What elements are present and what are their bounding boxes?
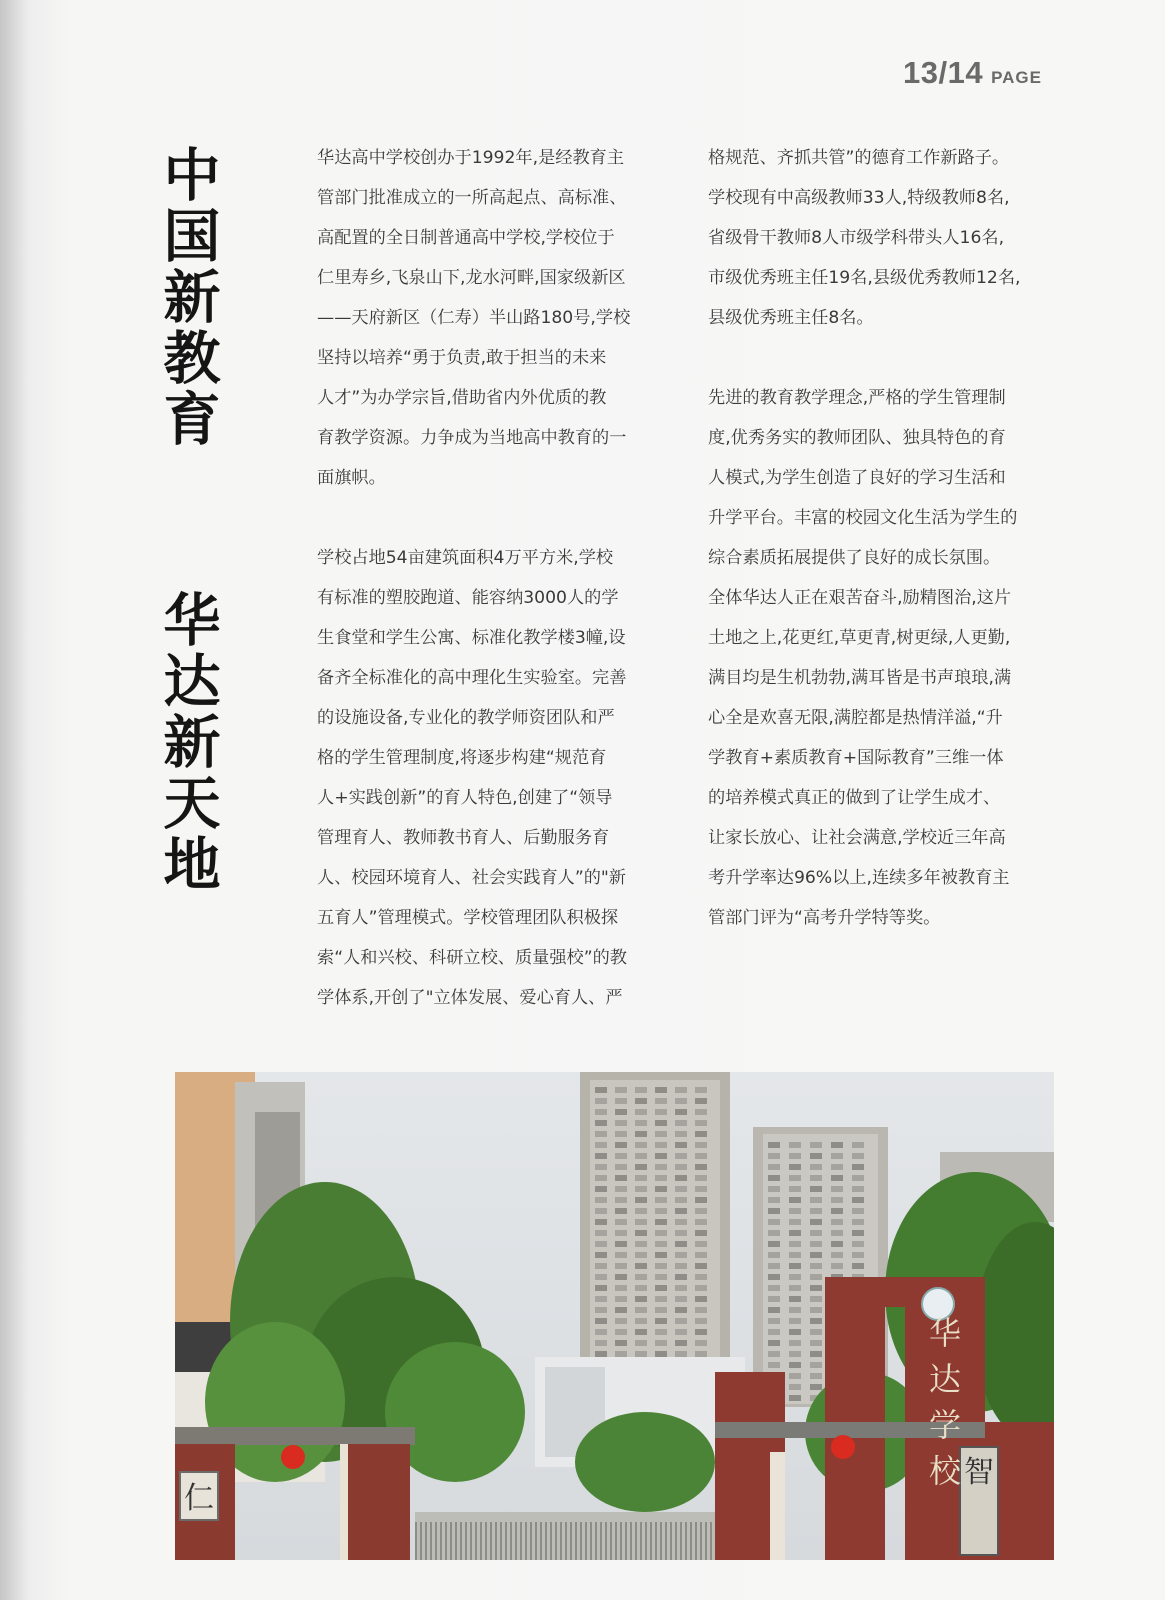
text-line: 土地之上,花更红,草更青,树更绿,人更勤, [708,628,1011,648]
text-line: 人+实践创新”的育人特色,创建了“领导 [317,788,613,808]
paragraph-teachers [708,138,1060,338]
text-line: 满目均是生机勃勃,满耳皆是书声琅琅,满 [708,668,1012,688]
lantern-right [831,1435,855,1459]
text-line: 高配置的全日制普通高中学校,学校位于 [317,228,615,248]
text-line: 五育人”管理模式。学校管理团队积极探 [317,908,619,928]
text-line: 市级优秀班主任19名,县级优秀教师12名, [708,268,1021,288]
gate-char-2: 达 [928,1360,962,1398]
text-line: 备齐全标准化的高中理化生实验室。完善 [317,668,627,688]
gate-char-1: 华 [928,1314,962,1352]
text-line: 面旗帜。 [317,468,386,488]
page-number [903,55,1063,95]
text-line: ——天府新区（仁寿）半山路180号,学校 [317,308,631,328]
text-line: 索“人和兴校、科研立校、质量强校”的教 [317,948,627,968]
text-line: 心全是欢喜无限,满腔都是热情洋溢,“升 [708,708,1003,728]
paragraph-philosophy [708,378,1060,938]
text-line: 县级优秀班主任8名。 [708,308,874,328]
text-line: 仁里寿乡,飞泉山下,龙水河畔,国家级新区 [317,268,626,288]
text-line: 综合素质拓展提供了良好的成长氛围。 [708,548,1001,568]
text-column-right [708,138,1060,938]
gate-char-4: 校 [928,1452,962,1490]
text-line: 华达高中学校创办于1992年,是经教育主 [317,148,625,168]
school-gate-illustration [175,1072,1054,1560]
text-line: 让家长放心、让社会满意,学校近三年高 [708,828,1006,848]
tree-center [575,1412,715,1512]
text-line: 管理育人、教师教书育人、后勤服务育 [317,828,610,848]
text-line: 人、校园环境育人、社会实践育人”的"新 [317,868,626,888]
school-gate-photo [175,1072,1054,1560]
text-line: 的设施设备,专业化的教学师资团队和严 [317,708,615,728]
text-line: 管部门批准成立的一所高起点、高标准、 [317,188,627,208]
text-line: 学体系,开创了"立体发展、爱心育人、严 [317,988,623,1008]
text-line: 格的学生管理制度,将逐步构建“规范育 [317,748,607,768]
text-line: 考升学率达96%以上,连续多年被教育主 [708,868,1010,888]
text-line: 升学平台。丰富的校园文化生活为学生的 [708,508,1018,528]
text-line: 学教育+素质教育+国际教育”三维一体 [708,748,1004,768]
text-line: 有标准的塑胶跑道、能容纳3000人的学 [317,588,619,608]
text-line: 先进的教育教学理念,严格的学生管理制 [708,388,1006,408]
paragraph-campus [317,538,669,1018]
text-line: 度,优秀务实的教师团队、独具特色的育 [708,428,1006,448]
text-line: 全体华达人正在艰苦奋斗,励精图治,这片 [708,588,1012,608]
text-line: 省级骨干教师8人市级学科带头人16名, [708,228,1005,248]
page-number-word: PAGE [991,68,1042,87]
text-line: 学校现有中高级教师33人,特级教师8名, [708,188,1010,208]
text-line: 人才”为办学宗旨,借助省内外优质的教 [317,388,607,408]
lantern-left [281,1445,305,1469]
vertical-title-1: 中国新教育 [154,145,221,450]
gate-char-3: 学 [928,1406,962,1444]
page-number-value: 13/14 [903,55,984,90]
plaque-right-text: 智 [964,1455,994,1490]
page-fold-shadow [0,0,30,1600]
text-line: 格规范、齐抓共管”的德育工作新路子。 [708,148,1010,168]
text-line: 人模式,为学生创造了良好的学习生活和 [708,468,1006,488]
text-line: 育教学资源。力争成为当地高中教育的一 [317,428,627,448]
text-line: 管部门评为“高考升学特等奖。 [708,908,941,928]
text-line: 生食堂和学生公寓、标准化教学楼3幢,设 [317,628,626,648]
text-line: 学校占地54亩建筑面积4万平方米,学校 [317,548,614,568]
plaque-left-text: 仁 [184,1481,214,1516]
vertical-title-2: 华达新天地 [154,590,221,895]
text-column-left [317,138,669,1018]
text-line: 的培养模式真正的做到了让学生成才、 [708,788,1001,808]
paragraph-intro [317,138,669,498]
text-line: 坚持以培养“勇于负责,敢于担当的未来 [317,348,607,368]
